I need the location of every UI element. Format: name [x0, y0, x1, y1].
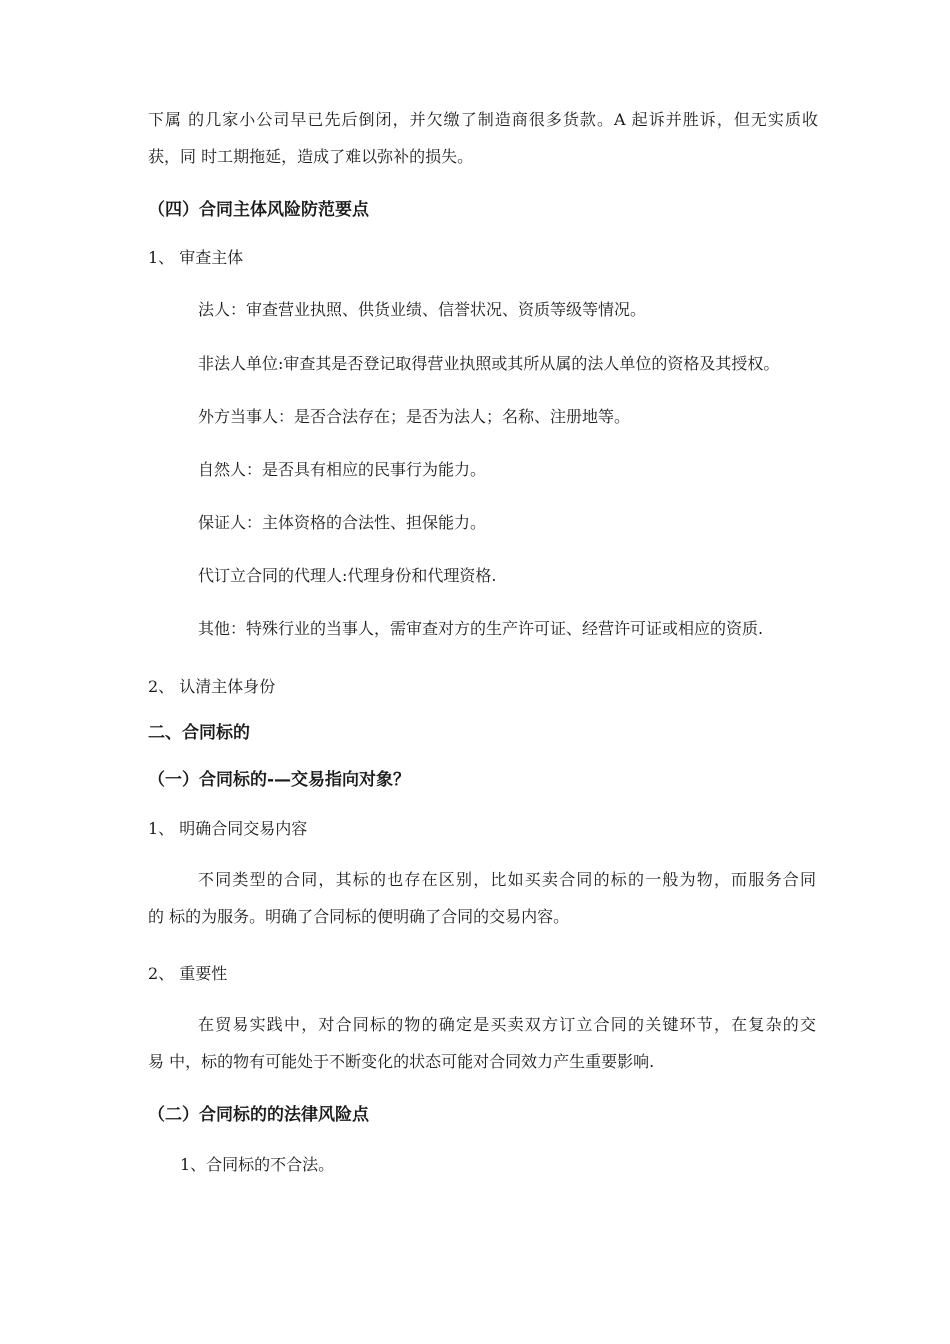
- review-agent: 代订立合同的代理人:代理身份和代理资格.: [198, 566, 497, 585]
- review-foreign-party: 外方当事人：是否合法存在；是否为法人；名称、注册地等。: [198, 407, 631, 426]
- list-item-review-subject: 1、 审查主体: [148, 248, 244, 267]
- intro-paragraph-line-2: 获，同 时工期拖延，造成了难以弥补的损失。: [148, 147, 474, 166]
- content-paragraph-line-2: 的 标的为服务。明确了合同标的便明确了合同的交易内容。: [148, 907, 570, 926]
- subsection-heading-1: （一）合同标的-—交易指向对象？: [148, 770, 411, 790]
- list-item-identify-subject: 2、 认清主体身份: [148, 677, 276, 696]
- intro-paragraph-line-1: 下属 的几家小公司早已先后倒闭，并欠缴了制造商很多货款。A 起诉并胜诉，但无实质收: [148, 110, 818, 129]
- content-paragraph-line-1: 不同类型的合同，其标的也存在区别，比如买卖合同的标的一般为物，而服务合同: [198, 870, 816, 889]
- part-heading-contract-subject-matter: 二、合同标的: [148, 723, 250, 743]
- list-item-importance: 2、 重要性: [148, 964, 228, 983]
- list-item-clarify-content: 1、 明确合同交易内容: [148, 819, 308, 838]
- review-others: 其他：特殊行业的当事人，需审查对方的生产许可证、经营许可证或相应的资质.: [198, 619, 764, 638]
- subsection-heading-2: （二）合同标的的法律风险点: [148, 1105, 369, 1125]
- review-guarantor: 保证人：主体资格的合法性、担保能力。: [198, 513, 487, 532]
- review-natural-person: 自然人：是否具有相应的民事行为能力。: [198, 460, 487, 479]
- review-non-legal-unit: 非法人单位:审查其是否登记取得营业执照或其所从属的法人单位的资格及其授权。: [198, 354, 780, 373]
- importance-paragraph-line-1: 在贸易实践中，对合同标的物的确定是买卖双方订立合同的关键环节，在复杂的交: [198, 1015, 816, 1034]
- importance-paragraph-line-2: 易 中，标的物有可能处于不断变化的状态可能对合同效力产生重要影响.: [148, 1052, 655, 1071]
- section-heading-4: （四）合同主体风险防范要点: [148, 200, 369, 220]
- review-legal-person: 法人：审查营业执照、供货业绩、信誉状况、资质等级等情况。: [198, 300, 647, 319]
- list-item-illegal-subject-matter: 1、合同标的不合法。: [180, 1155, 335, 1174]
